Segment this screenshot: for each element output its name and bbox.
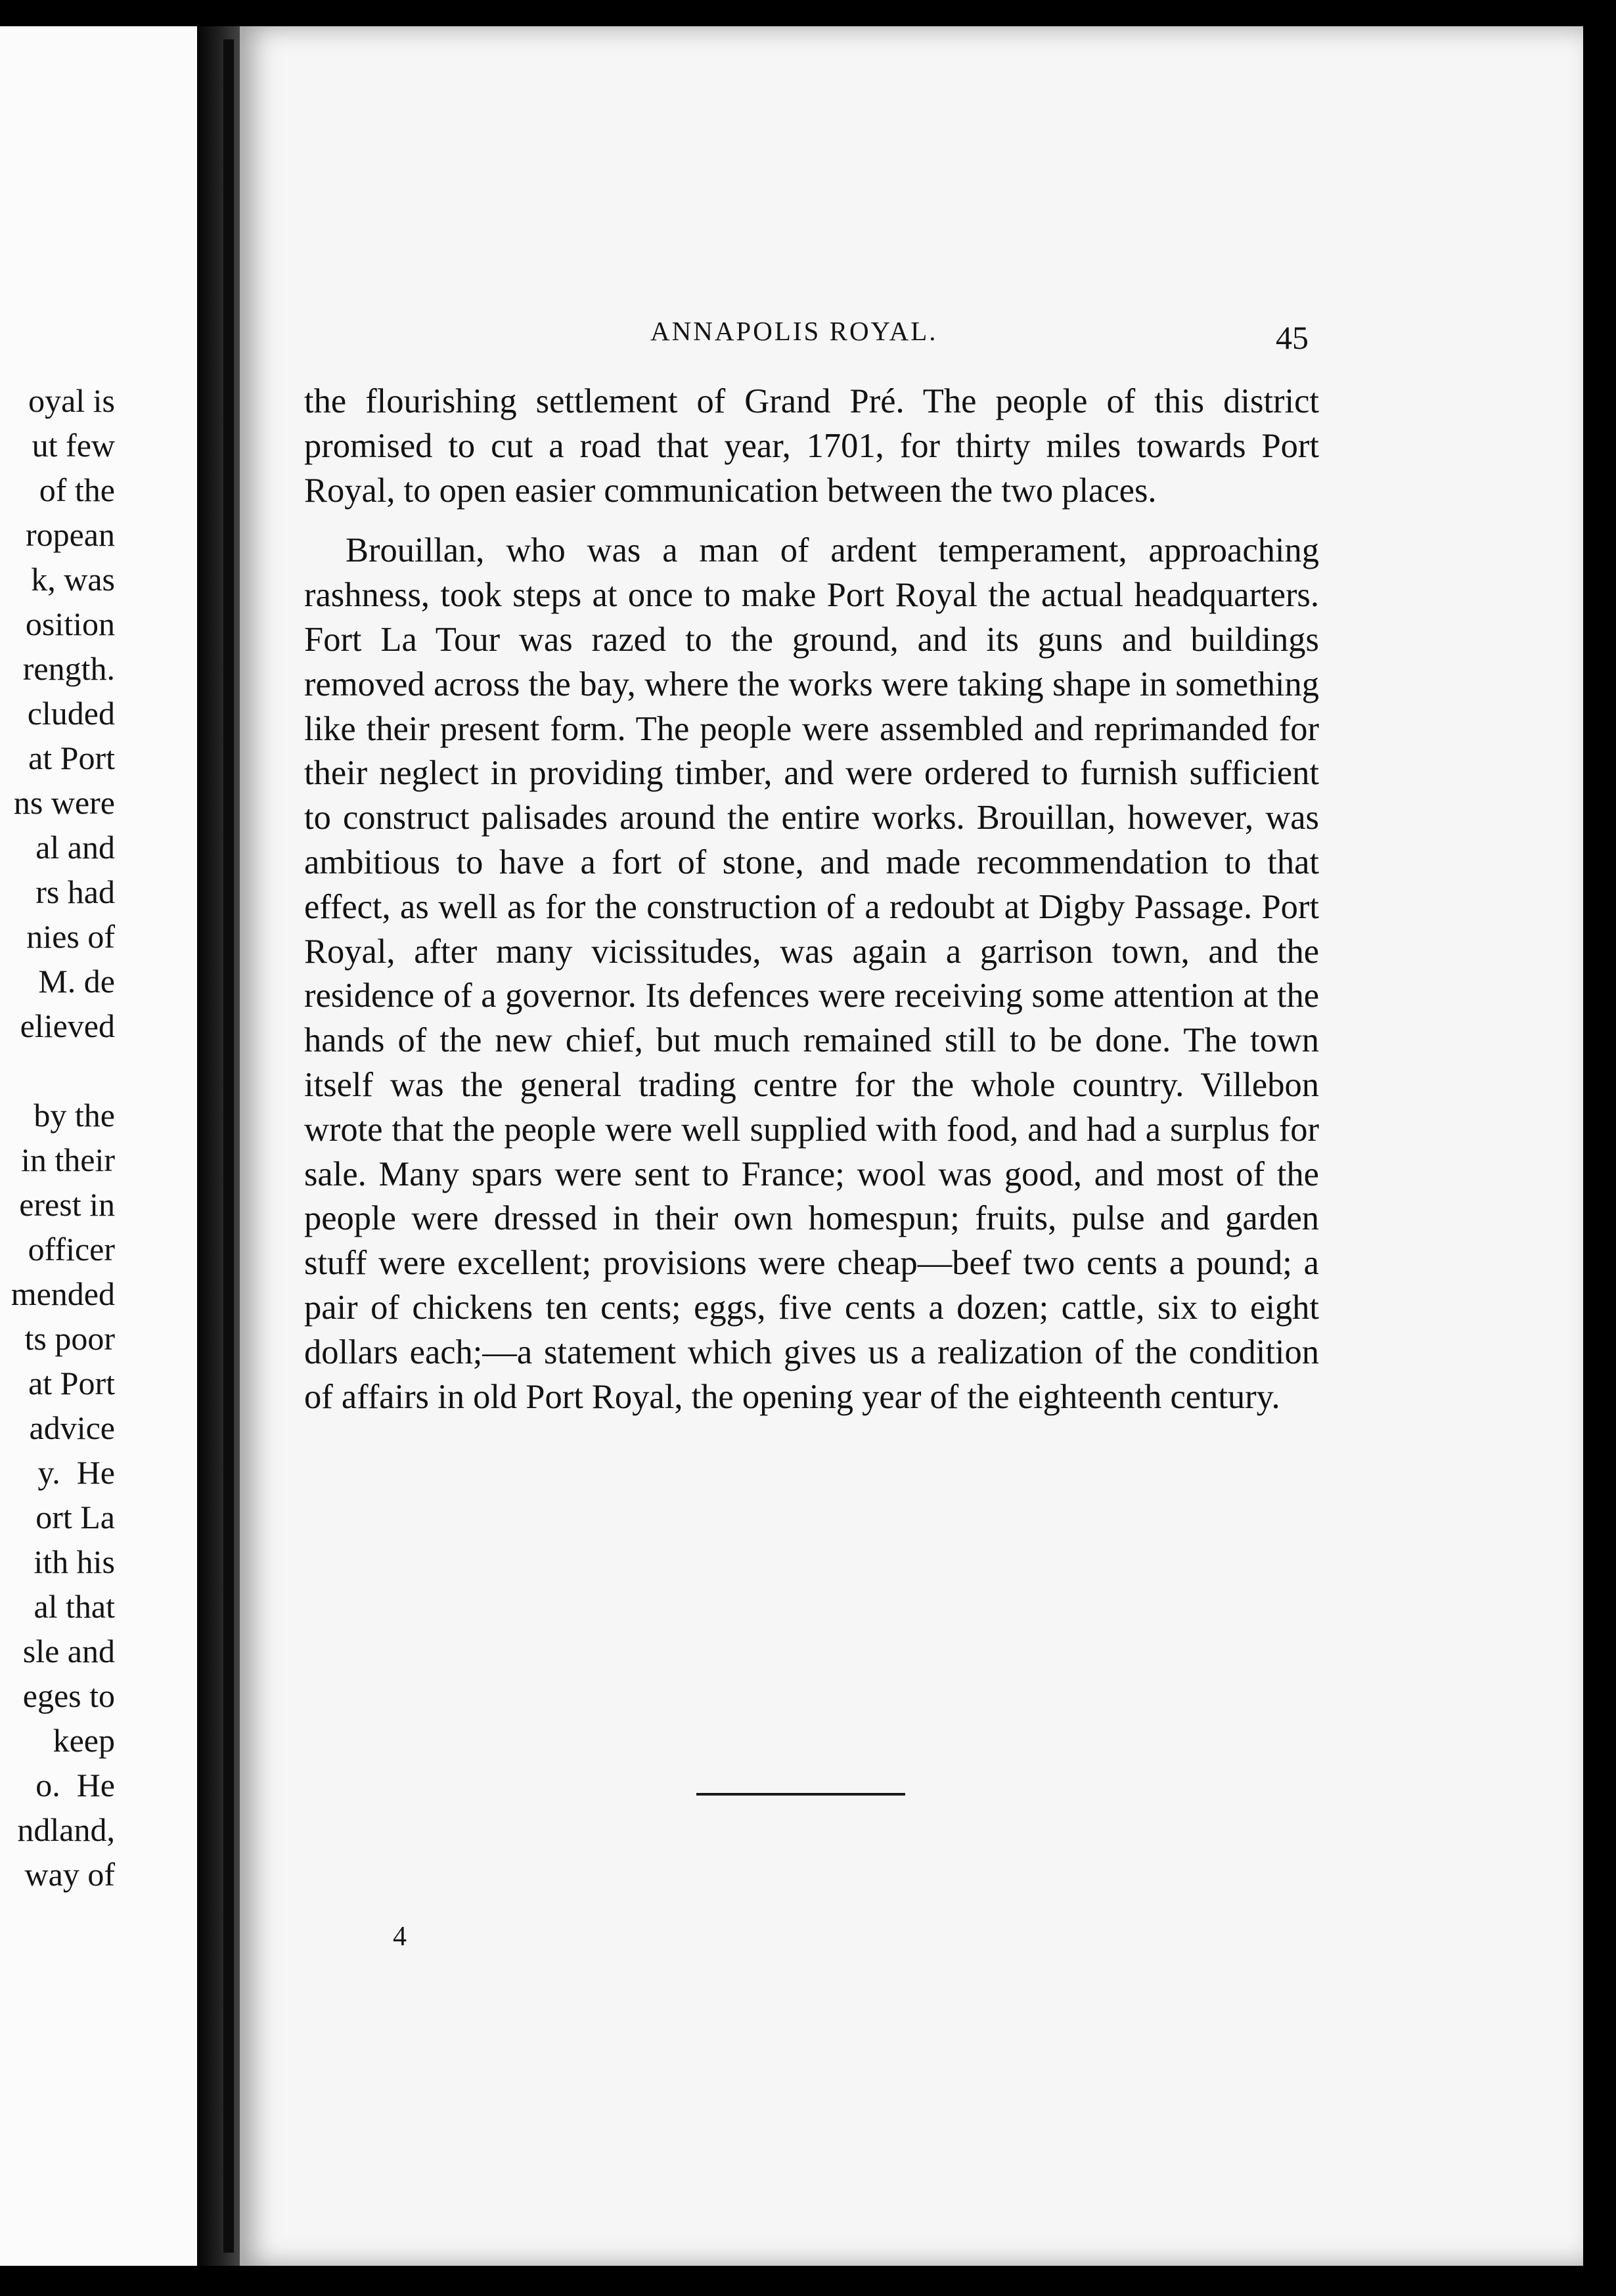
facing-page-text-fragments [0,378,115,1897]
paragraph-1: the flourishing settlement of Grand Pré. The people of this district promised to cut a road that year, 1701, for thirty miles towards Port Royal, to open easier communication between the two places. [304,382,1319,510]
facing-page-line: M. de [38,963,115,1000]
facing-page-line: sle and [22,1633,115,1669]
facing-page-line: ropean [25,516,115,553]
body-text [304,380,1319,1419]
facing-page-line: at Port [28,1365,115,1402]
facing-page-line: mended [11,1275,115,1312]
facing-page-line: al that [34,1588,115,1625]
section-end-rule [696,1793,905,1796]
facing-page-left [0,26,197,2266]
facing-page-line: nies of [26,918,115,955]
facing-page-line: ns were [13,784,115,821]
facing-page-line: o. He [35,1767,115,1803]
facing-page-line: ut few [32,427,115,464]
facing-page-line: rs had [35,873,115,910]
running-head: ANNAPOLIS ROYAL. [650,316,938,346]
facing-page-line: ort La [35,1499,115,1535]
facing-page-line: at Port [28,740,115,776]
facing-page-line: oyal is [28,382,115,419]
facing-page-line: osition [25,606,115,642]
facing-page-line: keep [53,1722,115,1759]
facing-page-line: officer [28,1231,115,1268]
facing-page-line: way of [24,1856,115,1893]
facing-page-line: cluded [27,695,115,732]
facing-page-line: in their [20,1141,115,1178]
book-gutter [197,26,243,2266]
facing-page-line: advice [29,1409,115,1446]
facing-page-line: ts poor [24,1320,115,1357]
page-number: 45 [1276,319,1309,356]
facing-page-line: elieved [20,1007,115,1044]
facing-page-line: k, was [31,561,115,598]
facing-page-line: ith his [34,1543,115,1580]
facing-page-line: by the [34,1097,115,1134]
facing-page-line: of the [39,472,115,508]
paragraph-2: Brouillan, who was a man of ardent temperament, approaching rashness, took steps at once to make Port Royal the actual headquarters. Fort La Tour was razed to the ground, and its guns and buildings removed across the bay, where the works were taking shape in something like their present form. The people were assembled and reprimanded for their neglect in providing timber, and were ordered to furnish sufficient to construct palisades around the entire works. Brouillan, however, was ambitious to have a fort of stone, and made recommendation to that effect, as well as for the construction of a redoubt at Digby Passage. Port Royal, after many vicissitudes, was again a garrison town, and the residence of a governor. Its defences were receiving some attention at the hands of the new chief, but much remained still to be done. The town itself was the general trading centre for the whole country. Villebon wrote that the people were well supplied with food, and had a surplus for sale. Many spars were sent to France; wool was good, and most of the people were dressed in their own homespun; fruits, pulse and garden stuff were excellent; provisions were cheap—beef two cents a pound; a pair of chickens ten cents; eggs, five cents a dozen; cattle, six to eight dollars each;—a statement which gives us a realization of the condition of affairs in old Port Royal, the opening year of the eighteenth century. [304,531,1319,1416]
signature-mark: 4 [393,1922,407,1952]
facing-page-line: erest in [19,1186,115,1223]
facing-page-line: y. He [37,1454,115,1491]
book-spine-shadow [223,39,234,2253]
facing-page-line [0,1048,115,1093]
facing-page-line: rength. [22,650,115,687]
facing-page-line: ndland, [17,1811,115,1848]
facing-page-line: al and [35,829,115,866]
facing-page-line: eges to [22,1677,115,1714]
